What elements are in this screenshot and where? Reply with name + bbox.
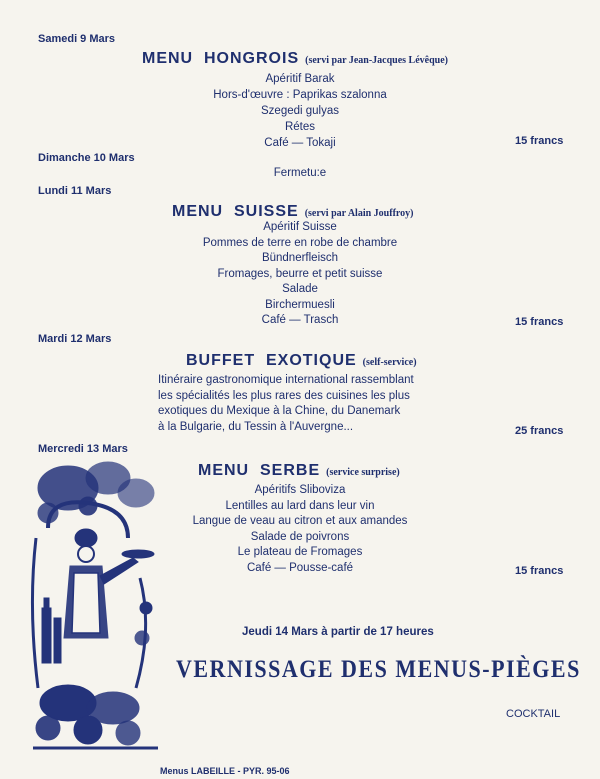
menu-item: Pommes de terre en robe de chambre: [202, 236, 398, 249]
price-buffet: 25 francs: [515, 425, 564, 437]
menu-item: Café — Pousse-café: [246, 561, 354, 574]
fermeture-note: Fermetu:e: [273, 167, 327, 179]
title-text: BUFFET EXOTIQUE: [186, 352, 357, 369]
buffet-description: [158, 373, 414, 435]
price-hongrois: 15 francs: [515, 135, 564, 147]
menu-item: Apéritifs Sliboviza: [254, 484, 346, 496]
menu-suisse-title: [172, 203, 413, 221]
menu-item: Apéritif Suisse: [263, 221, 337, 233]
subtitle: (servi par Jean-Jacques Lévêque): [305, 55, 448, 66]
title-text: MENU SERBE: [198, 462, 321, 479]
chef-illustration: [28, 458, 163, 758]
menu-item: Langue de veau au citron et aux amandes: [192, 515, 408, 527]
description-line: les spécialités les plus rares des cuisines les plus: [158, 389, 410, 402]
menu-item: Salade de poivrons: [250, 530, 350, 543]
description-line: Itinéraire gastronomique international rassemblant: [158, 374, 414, 386]
menu-item: Bündnerfleisch: [261, 252, 339, 264]
subtitle: (self-service): [362, 357, 417, 368]
menu-item: Salade: [282, 283, 318, 295]
menu-item: Fromages, beurre et petit suisse: [217, 267, 383, 280]
day-samedi: Samedi 9 Mars: [38, 33, 116, 45]
title-text: MENU SUISSE: [172, 203, 299, 220]
vernissage-title: VERNISSAGE DES MENUS-PIÈGES: [176, 654, 581, 683]
menu-item: Le plateau de Fromages: [237, 546, 363, 558]
hongrois-items: [150, 73, 450, 153]
description-line: exotiques du Mexique à la Chine, du Danemark: [158, 405, 401, 417]
menu-item: Apéritif Barak: [265, 73, 335, 85]
description-line: à la Bulgarie, du Tessin à l'Auvergne...: [158, 420, 354, 433]
printer-footer: Menus LABEILLE - PYR. 95-06: [160, 766, 290, 776]
day-mercredi: Mercredi 13 Mars: [38, 443, 128, 455]
menu-item: Café — Tokaji: [264, 137, 336, 149]
menu-item: Hors-d'œuvre : Paprikas szalonna: [213, 89, 387, 101]
menu-item: Rétes: [284, 121, 316, 133]
day-dimanche: Dimanche 10 Mars: [38, 152, 135, 164]
buffet-exotique-title: [186, 352, 417, 370]
subtitle: (service surprise): [326, 467, 400, 478]
serbe-items: [150, 484, 450, 577]
menu-item: Szegedi gulyas: [261, 105, 339, 117]
title-text: MENU HONGROIS: [142, 50, 300, 67]
menu-item: Birchermuesli: [265, 298, 335, 311]
price-serbe: 15 francs: [515, 565, 564, 577]
menu-serbe-title: [198, 462, 400, 480]
subtitle: (servi par Alain Jouffroy): [304, 208, 414, 219]
price-suisse: 15 francs: [515, 316, 564, 328]
cocktail-label: COCKTAIL: [506, 708, 561, 720]
menu-item: Café — Trasch: [261, 314, 339, 326]
jeudi-event-line: Jeudi 14 Mars à partir de 17 heures: [242, 626, 434, 638]
day-mardi: Mardi 12 Mars: [38, 333, 112, 345]
suisse-items: [150, 221, 450, 330]
day-lundi: Lundi 11 Mars: [38, 185, 112, 197]
menu-hongrois-title: [142, 50, 448, 68]
menu-item: Lentilles au lard dans leur vin: [225, 499, 375, 512]
